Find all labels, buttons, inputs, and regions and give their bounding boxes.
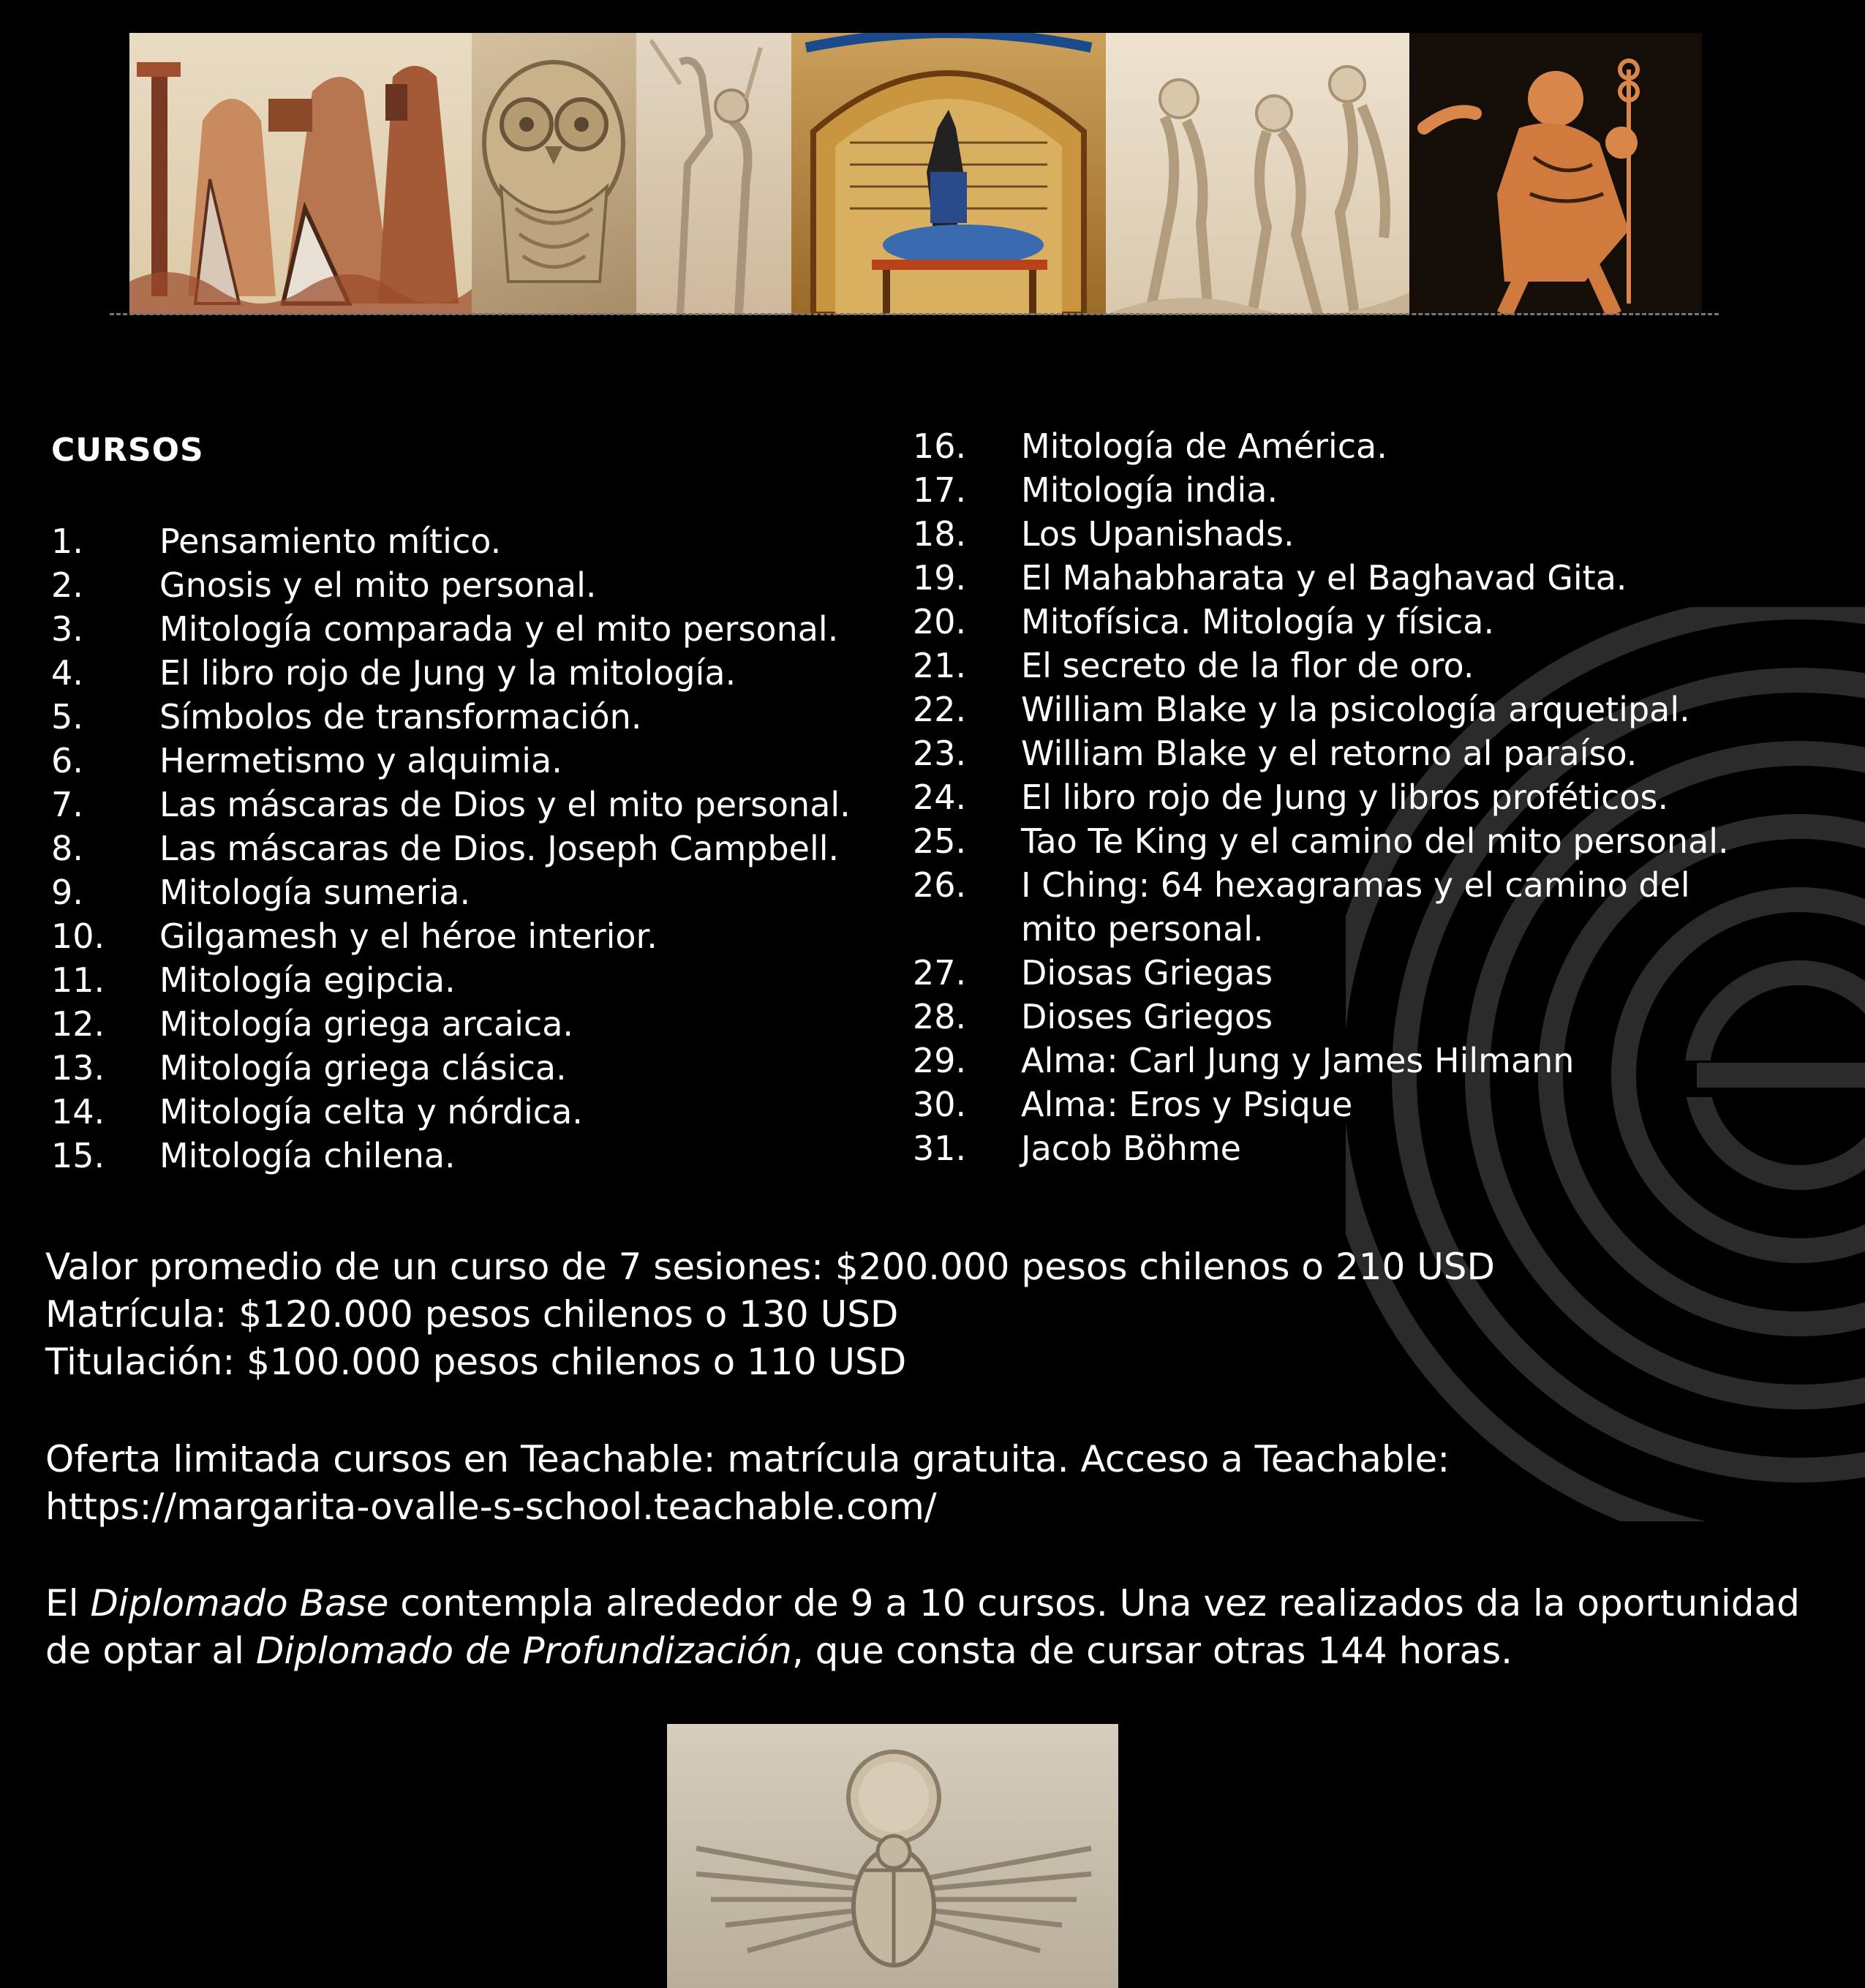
- course-title-line2: mito personal.: [1021, 909, 1264, 949]
- course-item: [913, 1126, 1790, 1170]
- course-number: 23.: [913, 734, 967, 773]
- course-item: [51, 1134, 892, 1178]
- course-title: William Blake y el retorno al paraíso.: [1021, 734, 1638, 773]
- course-title: Mitología griega arcaica.: [159, 1004, 574, 1044]
- course-item: [913, 819, 1790, 863]
- winged-scarab-image: [667, 1724, 1118, 1988]
- course-title: Mitología de América.: [1021, 426, 1387, 466]
- course-number: 3.: [51, 609, 83, 649]
- course-title: Mitología comparada y el mito personal.: [159, 609, 839, 649]
- course-title: Las máscaras de Dios. Joseph Campbell.: [159, 829, 840, 868]
- course-title: Pensamiento mítico.: [159, 522, 502, 561]
- course-title: Los Upanishads.: [1021, 514, 1295, 554]
- course-title: El libro rojo de Jung y libros proféticos.: [1021, 777, 1669, 817]
- course-number: 24.: [913, 777, 967, 817]
- course-item: [913, 556, 1790, 600]
- diploma-text: , que consta de cursar otras 144 horas.: [791, 1630, 1513, 1672]
- course-title: [1021, 863, 1690, 951]
- course-number: 13.: [51, 1048, 105, 1088]
- course-item: [913, 1083, 1790, 1126]
- course-item: [51, 695, 892, 739]
- course-item: [913, 951, 1790, 995]
- course-item: [913, 775, 1790, 819]
- course-item: [51, 827, 892, 870]
- course-item: [913, 1039, 1790, 1083]
- course-item: [51, 1046, 892, 1090]
- course-title: Hermetismo y alquimia.: [159, 741, 562, 780]
- course-item: [51, 607, 892, 651]
- course-item: [51, 519, 892, 563]
- course-title: El Mahabharata y el Baghavad Gita.: [1021, 558, 1627, 598]
- course-title: Diosas Griegas: [1021, 953, 1273, 993]
- course-title: Mitofísica. Mitología y física.: [1021, 602, 1495, 641]
- courses-heading: CURSOS: [51, 432, 204, 469]
- course-title: Mitología sumeria.: [159, 873, 471, 912]
- course-item: [913, 644, 1790, 688]
- diploma-info: [45, 1580, 1800, 1675]
- course-number: 25.: [913, 821, 967, 861]
- course-number: 1.: [51, 522, 83, 561]
- minoan-fresco-image: [129, 33, 472, 315]
- course-number: 7.: [51, 785, 83, 824]
- course-item: [51, 563, 892, 607]
- course-number: 20.: [913, 602, 967, 641]
- course-title: Gilgamesh y el héroe interior.: [159, 916, 658, 956]
- diploma-text: contempla alrededor de 9 a 10 cursos. Una vez realizados da la oportunidad: [388, 1582, 1800, 1624]
- stone-relief-image: [636, 33, 791, 315]
- diploma-deep-name: Diplomado de Profundización: [255, 1630, 792, 1672]
- course-item: [51, 1002, 892, 1046]
- courses-list-left: [51, 519, 892, 1178]
- course-item: [913, 995, 1790, 1039]
- course-title: Gnosis y el mito personal.: [159, 565, 597, 605]
- course-number: 2.: [51, 565, 83, 605]
- course-item: [913, 731, 1790, 775]
- course-number: 9.: [51, 873, 83, 912]
- course-item: [51, 958, 892, 1002]
- course-title: El secreto de la flor de oro.: [1021, 646, 1474, 685]
- course-number: 22.: [913, 690, 967, 729]
- course-title: Alma: Carl Jung y James Hilmann: [1021, 1041, 1575, 1080]
- course-item: [51, 914, 892, 958]
- course-title: Las máscaras de Dios y el mito personal.: [159, 785, 851, 824]
- course-number: 6.: [51, 741, 83, 780]
- course-item: [913, 512, 1790, 556]
- course-title: Dioses Griegos: [1021, 997, 1273, 1036]
- course-title: Mitología griega clásica.: [159, 1048, 567, 1088]
- course-title: Símbolos de transformación.: [159, 697, 642, 737]
- teachable-offer: [45, 1436, 1450, 1531]
- teachable-url-link[interactable]: https://margarita-ovalle-s-school.teachable.com/: [45, 1486, 937, 1528]
- diploma-text: de optar al: [45, 1630, 256, 1672]
- course-title: Mitología chilena.: [159, 1136, 456, 1175]
- greek-vase-image: [1409, 33, 1702, 315]
- course-number: 4.: [51, 653, 83, 693]
- course-item: [51, 870, 892, 914]
- course-title: William Blake y la psicología arquetipal.: [1021, 690, 1690, 729]
- banner-divider: [110, 313, 1719, 315]
- pricing-graduation: Titulación: $100.000 pesos chilenos o 110 USD: [45, 1341, 907, 1383]
- course-number: 27.: [913, 953, 967, 993]
- course-number: 5.: [51, 697, 83, 737]
- header-image-banner: [129, 33, 1702, 315]
- course-title-line1: I Ching: 64 hexagramas y el camino del: [1021, 865, 1690, 905]
- course-title: Jacob Böhme: [1021, 1129, 1241, 1168]
- course-item: [913, 424, 1790, 468]
- course-number: 29.: [913, 1041, 967, 1080]
- course-title: Mitología india.: [1021, 470, 1278, 510]
- course-number: 18.: [913, 514, 967, 554]
- offer-text: Oferta limitada cursos en Teachable: matrícula gratuita. Acceso a Teachable:: [45, 1438, 1450, 1480]
- course-title: Mitología egipcia.: [159, 960, 456, 1000]
- course-title: Mitología celta y nórdica.: [159, 1092, 583, 1132]
- course-number: 19.: [913, 558, 967, 598]
- course-title: El libro rojo de Jung y la mitología.: [159, 653, 736, 693]
- course-item: [913, 600, 1790, 644]
- course-number: 10.: [51, 916, 105, 956]
- course-number: 11.: [51, 960, 105, 1000]
- course-item: [51, 739, 892, 783]
- course-number: 15.: [51, 1136, 105, 1175]
- classical-relief-image: [1106, 33, 1409, 315]
- course-number: 28.: [913, 997, 967, 1036]
- course-number: 12.: [51, 1004, 105, 1044]
- course-item: [51, 1090, 892, 1134]
- course-number: 21.: [913, 646, 967, 685]
- course-number: 14.: [51, 1092, 105, 1132]
- diploma-base-name: Diplomado Base: [90, 1582, 389, 1624]
- course-title: Alma: Eros y Psique: [1021, 1085, 1353, 1124]
- course-item: [51, 651, 892, 695]
- stone-owl-image: [472, 33, 636, 315]
- pricing-enrollment: Matrícula: $120.000 pesos chilenos o 130 USD: [45, 1293, 899, 1336]
- anubis-tomb-image: [791, 33, 1106, 315]
- course-title: Tao Te King y el camino del mito personal.: [1021, 821, 1729, 861]
- courses-list-right: [913, 424, 1790, 1170]
- course-item: [913, 688, 1790, 731]
- course-item: [913, 863, 1790, 951]
- course-item: [51, 783, 892, 827]
- course-number: 16.: [913, 426, 967, 466]
- pricing-course-value: Valor promedio de un curso de 7 sesiones: $200.000 pesos chilenos o 210 USD: [45, 1246, 1496, 1288]
- course-item: [913, 468, 1790, 512]
- pricing-info: [45, 1243, 1495, 1386]
- diploma-text: El: [45, 1582, 91, 1624]
- course-number: 17.: [913, 470, 967, 510]
- course-number: 30.: [913, 1085, 967, 1124]
- course-number: 31.: [913, 1129, 967, 1168]
- course-number: 26.: [913, 865, 967, 905]
- course-number: 8.: [51, 829, 83, 868]
